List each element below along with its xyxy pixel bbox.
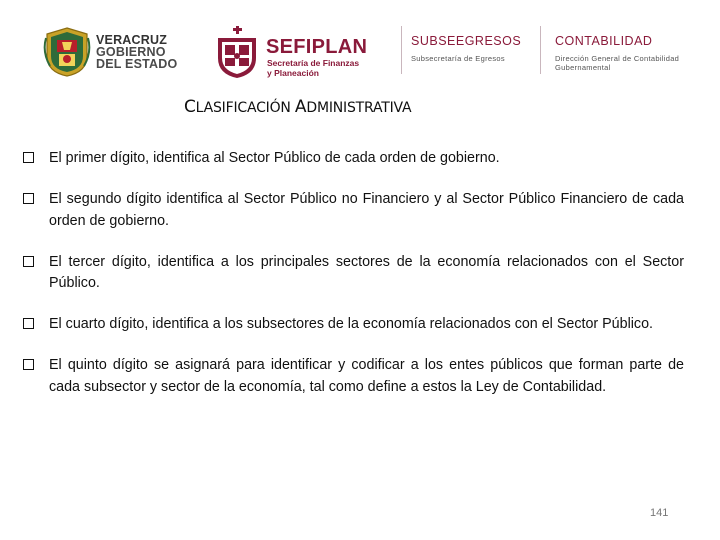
list-item-text: El primer dígito, identifica al Sector Público de cada orden de gobierno. — [49, 150, 500, 166]
list-item — [22, 189, 684, 232]
veracruz-gobierno: GOBIERNO — [96, 45, 166, 59]
sefiplan-shield-icon — [212, 24, 262, 80]
list-item — [22, 355, 684, 398]
veracruz-logo — [42, 26, 178, 78]
list-item-text: El quinto dígito se asignará para identificar y codificar a los entes públicos que forman parte de cada subsector y sector de la economía, tal como define a estos la Ley de Contabilidad. — [49, 357, 684, 395]
sefiplan-subtitle-line2: y Planeación — [267, 67, 319, 78]
title-part-2: DMINISTRATIVA — [306, 100, 412, 116]
page-number: 141 — [650, 507, 669, 519]
list-item — [22, 252, 684, 295]
checkbox-bullet-icon — [23, 193, 34, 204]
title-initial-c: C — [184, 97, 196, 117]
sefiplan-title: SEFIPLAN — [266, 36, 368, 58]
contabilidad-subtitle-line2: Gubernamental — [555, 63, 611, 72]
list-item — [22, 314, 684, 336]
page-title — [184, 97, 411, 117]
page-header — [0, 0, 720, 90]
veracruz-wordmark — [96, 34, 177, 70]
list-item — [22, 148, 684, 170]
sefiplan-subtitle-line1: Secretaría de Finanzas — [267, 58, 360, 68]
contabilidad-subtitle-line1: Dirección General de Contabilidad — [555, 54, 680, 63]
veracruz-del-estado: DEL ESTADO — [96, 57, 178, 71]
header-divider — [540, 26, 541, 74]
list-item-text: El cuarto dígito, identifica a los subsectores de la economía relacionados con el Sector Público. — [49, 316, 653, 332]
bullet-list — [22, 148, 684, 398]
contabilidad-subtitle — [555, 54, 679, 72]
checkbox-bullet-icon — [23, 359, 34, 370]
sefiplan-subtitle — [267, 59, 359, 78]
header-divider — [401, 26, 402, 74]
list-item-text: El segundo dígito identifica al Sector Público no Financiero y al Sector Público Financiero de cada orden de gobierno. — [49, 191, 684, 229]
veracruz-name: VERACRUZ — [96, 33, 168, 47]
subsecretaria-block — [411, 34, 521, 63]
veracruz-coat-of-arms-icon — [42, 26, 92, 78]
contabilidad-title: CONTABILIDAD — [555, 34, 653, 48]
title-initial-a: A — [294, 97, 307, 117]
sefiplan-logo — [212, 24, 392, 80]
checkbox-bullet-icon — [23, 256, 34, 267]
checkbox-bullet-icon — [23, 318, 34, 329]
list-item-text: El tercer dígito, identifica a los principales sectores de la economía relacionados con el Sector Público. — [49, 253, 684, 291]
checkbox-bullet-icon — [23, 152, 34, 163]
subsecretaria-subtitle: Subsecretaría de Egresos — [411, 54, 505, 63]
title-part-1: LASIFICACIÓN — [195, 100, 295, 116]
contabilidad-block — [555, 34, 679, 72]
subsecretaria-title: SUBSEEGRESOS — [411, 34, 522, 48]
